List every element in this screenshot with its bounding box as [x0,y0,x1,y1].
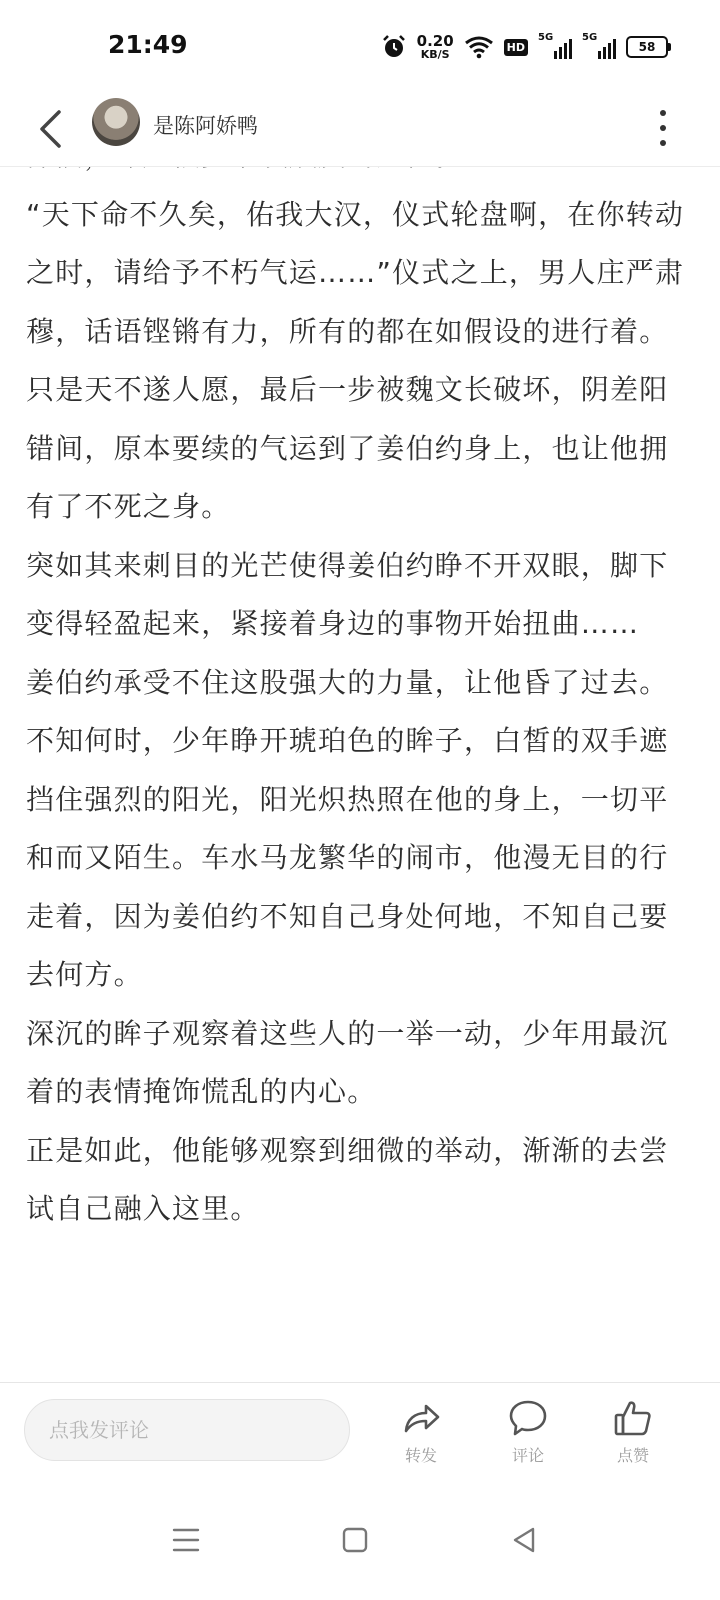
wifi-icon [464,35,494,59]
action-bar [0,1382,720,1483]
menu-icon [172,1527,200,1553]
back-arrow-icon [37,109,63,149]
like-label: 点赞 [616,1446,649,1465]
home-button[interactable] [333,1518,377,1562]
sim1-label: 5G [538,32,554,43]
back-button[interactable] [30,104,70,154]
battery-level: 58 [638,40,656,54]
article-paragraph: 正是如此，他能够观察到细微的举动，渐渐的去尝试自己融入这里。 [26,1133,669,1225]
comment-button[interactable] [493,1397,563,1466]
comment-icon [507,1397,549,1439]
thumbs-up-icon [612,1397,654,1439]
like-button[interactable] [598,1397,668,1466]
battery-icon [626,36,668,58]
more-button[interactable] [648,102,678,154]
share-button[interactable] [386,1397,456,1466]
article-content [26,127,696,1239]
back-triangle-icon [511,1526,537,1554]
more-vertical-icon [660,110,666,116]
sim2-label: 5G [582,32,598,43]
comment-input[interactable] [24,1399,350,1461]
home-square-icon [342,1527,368,1553]
alarm-icon [381,34,407,60]
article-paragraph: 深沉的眸子观察着这些人的一举一动，少年用最沉着的表情掩饰慌乱的内心。 [26,1016,669,1108]
article-paragraph: “天下命不久矣，佑我大汉，仪式轮盘啊，在你转动之时，请给予不朽气运……”仪式之上，男人庄严肃穆，话语铿锵有力，所有的都在如假设的进行着。只是天不遂人愿，最后一步被魏文长破坏，阴差阳错间，原本要续的气运到了姜伯约身上，也让他拥有了不死之身。 [26,197,685,523]
network-speed [417,34,454,60]
system-nav-bar [0,1482,720,1600]
speed-unit: KB/S [420,48,450,61]
article-paragraph: 突如其来刺目的光芒使得姜伯约睁不开双眼，脚下变得轻盈起来，紧接着身边的事物开始扭曲…… [26,548,669,640]
recent-apps-button[interactable] [164,1518,208,1562]
comment-label: 评论 [511,1446,544,1465]
status-time: 21:49 [108,30,188,59]
hd-badge: HD [504,39,528,56]
signal-icon-2 [582,32,616,59]
share-icon [400,1397,442,1439]
speed-value: 0.20 [416,32,454,50]
app-header [0,96,720,167]
share-label: 转发 [404,1446,437,1465]
avatar[interactable] [92,98,140,146]
article-paragraph: 姜伯约承受不住这股强大的力量，让他昏了过去。 [26,665,669,699]
article-body[interactable] [26,165,696,1385]
article-paragraph: 不知何时，少年睁开琥珀色的眸子，白皙的双手遮挡住强烈的阳光，阳光炽热照在他的身上，一切平和而又陌生。车水马龙繁华的闹市，他漫无目的行走着，因为姜伯约不知自己身处何地，不知自己要去何方。 [26,724,669,991]
status-icons [381,30,668,64]
system-back-button[interactable] [502,1518,546,1562]
author-name[interactable]: 是陈阿娇鸭 [153,114,258,138]
status-bar [0,0,720,96]
signal-icon [538,32,572,59]
